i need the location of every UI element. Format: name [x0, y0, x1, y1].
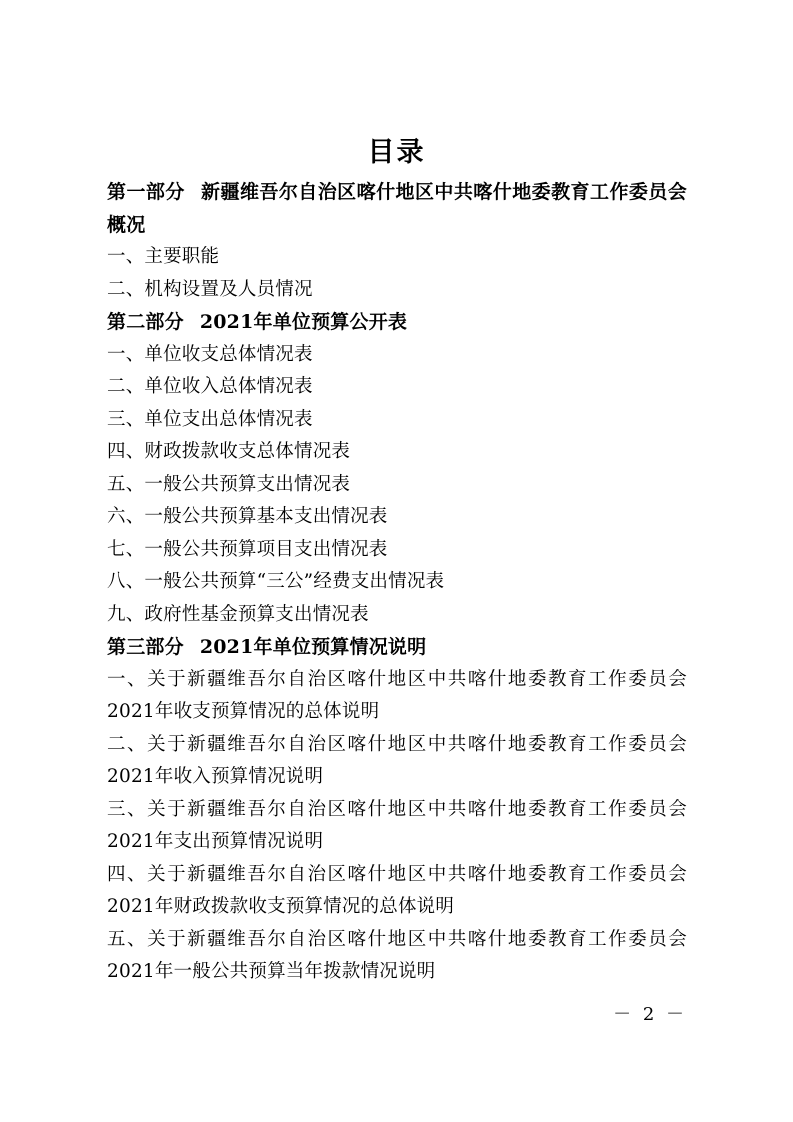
- toc-part-entry[interactable]: [107, 176, 687, 241]
- toc-part-label: 第二部分: [107, 311, 184, 333]
- toc-entry-text: 二、单位收入总体情况表: [107, 376, 313, 397]
- toc-entry-text: 七、一般公共预算项目支出情况表: [107, 538, 388, 560]
- toc-entry[interactable]: [107, 729, 687, 794]
- toc-entry[interactable]: [107, 794, 687, 859]
- toc-entry-text: 九、政府性基金预算支出情况表: [107, 603, 369, 625]
- toc-part-label: 第三部分: [107, 636, 184, 658]
- toc-entry-text: 四、财政拨款收支总体情况表: [107, 441, 351, 462]
- toc-part-entry[interactable]: [107, 306, 687, 339]
- toc-entry-text: 六、一般公共预算基本支出情况表: [107, 506, 388, 527]
- toc-entry[interactable]: [107, 859, 687, 924]
- toc-part-entry[interactable]: [107, 631, 687, 664]
- toc-entry[interactable]: [107, 534, 687, 567]
- toc-entry[interactable]: [107, 241, 687, 274]
- toc-entry[interactable]: [107, 469, 687, 502]
- page-title: 目录: [367, 137, 426, 168]
- toc-entry[interactable]: [107, 274, 687, 307]
- toc-entry-text: 四、关于新疆维吾尔自治区喀什地区中共喀什地委教育工作委员会2021年财政拨款收支预算情况的总体说明: [107, 863, 687, 917]
- toc-entry[interactable]: [107, 339, 687, 372]
- toc-entry-text: 新疆维吾尔自治区喀什地区中共喀什地委教育工作委员会概况: [107, 181, 687, 236]
- toc-entry-text: 2021年单位预算公开表: [199, 311, 408, 333]
- toc-entry-text: 五、一般公共预算支出情况表: [107, 473, 351, 495]
- toc-part-label: 第一部分: [107, 181, 185, 203]
- toc-entry[interactable]: [107, 371, 687, 404]
- toc-entry-text: 八、一般公共预算“三公”经费支出情况表: [107, 571, 445, 592]
- toc-entry-text: 2021年单位预算情况说明: [199, 636, 427, 658]
- toc-entry[interactable]: [107, 599, 687, 632]
- toc-entry-text: 二、机构设置及人员情况: [107, 278, 313, 300]
- toc-entry[interactable]: [107, 501, 687, 534]
- table-of-contents: [107, 176, 687, 989]
- toc-entry-text: 三、单位支出总体情况表: [107, 408, 313, 430]
- toc-entry-text: 一、主要职能: [107, 246, 220, 267]
- toc-entry-text: 一、单位收支总体情况表: [107, 343, 313, 365]
- toc-entry-text: 二、关于新疆维吾尔自治区喀什地区中共喀什地委教育工作委员会2021年收入预算情况说明: [107, 733, 687, 787]
- toc-entry-text: 一、关于新疆维吾尔自治区喀什地区中共喀什地委教育工作委员会2021年收支预算情况的总体说明: [107, 668, 687, 722]
- toc-entry[interactable]: [107, 664, 687, 729]
- toc-entry[interactable]: [107, 436, 687, 469]
- page-number: － 2 －: [613, 1004, 687, 1025]
- toc-entry-text: 五、关于新疆维吾尔自治区喀什地区中共喀什地委教育工作委员会2021年一般公共预算当年拨款情况说明: [107, 928, 687, 982]
- toc-entry-text: 三、关于新疆维吾尔自治区喀什地区中共喀什地委教育工作委员会2021年支出预算情况说明: [107, 798, 687, 852]
- toc-entry[interactable]: [107, 404, 687, 437]
- toc-entry[interactable]: [107, 566, 687, 599]
- toc-entry[interactable]: [107, 924, 687, 989]
